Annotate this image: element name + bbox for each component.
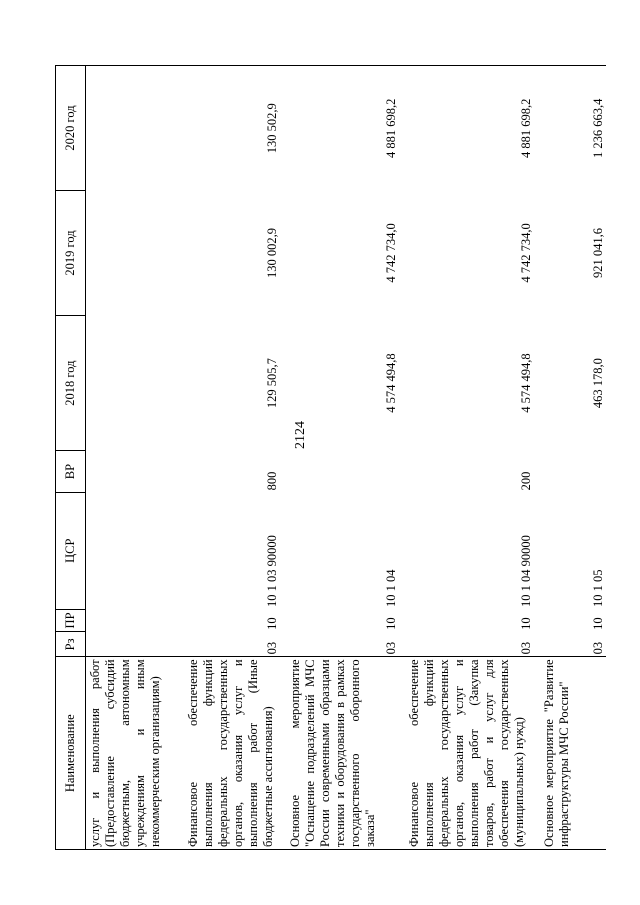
row-rz: 03: [591, 641, 605, 655]
table-row: [280, 66, 400, 850]
row-2018: [86, 315, 179, 450]
row-name: Финансовое обеспечение выполнения функций федеральных государственных органов, оказания услуг и выполнения работ (Иные бюджетные ассигнования): [178, 657, 279, 850]
header-2020: 2020 год: [56, 66, 86, 191]
row-name: Основное мероприятие "Оснащение подразделений МЧС России современными образцами техники и оборудования в рамках государственного оборонного заказа": [280, 657, 400, 850]
row-2020: [86, 66, 179, 191]
row-name: услуг и выполнения работ (Предоставление субсидий бюджетным, автономным учреждениям и иным некоммерческим организациям): [86, 657, 179, 850]
row-2018: 4 574 494,8: [518, 353, 533, 413]
row-vr: [534, 451, 606, 493]
row-name: Финансовое обеспечение выполнения функций федеральных государственных органов, оказания услуг и выполнения работ (Закупка товаров, работ и услуг для обеспечения государственных (муниципальных) нужд): [399, 657, 533, 850]
header-row: [56, 66, 86, 850]
header-pr: ПР: [56, 609, 86, 632]
row-rz: 03: [518, 641, 533, 655]
header-2018: 2018 год: [56, 315, 86, 450]
table-row: [399, 66, 533, 850]
row-rz: 03: [264, 641, 279, 655]
row-csr: 10 1 04 90000: [518, 535, 533, 608]
table-row: [178, 66, 279, 850]
budget-table: [55, 65, 606, 850]
header-csr: ЦСР: [56, 492, 86, 609]
row-csr: 10 1 04: [384, 569, 399, 608]
row-pr: 10: [591, 617, 605, 630]
row-2018: 129 505,7: [264, 358, 279, 409]
row-2018: 4 574 494,8: [384, 353, 399, 413]
row-2019: [86, 190, 179, 315]
row-vr: 800: [264, 471, 279, 491]
row-2019: 4 742 734,0: [518, 223, 533, 283]
row-2020: 1 236 663,4: [534, 66, 606, 191]
row-pr: 10: [518, 617, 533, 630]
header-vr: ВР: [56, 451, 86, 493]
row-2019: 130 002,9: [264, 227, 279, 278]
row-2020: 4 881 698,2: [399, 66, 533, 191]
row-csr: 10 1 05: [591, 569, 605, 608]
row-pr: 10: [384, 617, 399, 630]
header-rz: Рз: [56, 632, 86, 657]
row-2020: 130 502,9: [178, 66, 279, 191]
page-number: 2124: [293, 421, 308, 449]
row-name: Основное мероприятие "Развитие инфраструктуры МЧС России": [534, 657, 606, 850]
row-2020: 4 881 698,2: [280, 66, 400, 191]
row-vr: [280, 451, 400, 493]
row-2018: 463 178,0: [591, 358, 605, 409]
row-csr: [86, 492, 179, 609]
row-pr: 10: [264, 617, 279, 630]
row-pr: [86, 609, 179, 632]
header-name: Наименование: [56, 657, 86, 850]
row-vr: 200: [518, 471, 533, 491]
row-2019: 921 041,6: [591, 227, 605, 278]
row-vr: [86, 451, 179, 493]
table-row: [534, 66, 606, 850]
header-2019: 2019 год: [56, 190, 86, 315]
row-csr: 10 1 03 90000: [264, 535, 279, 608]
row-rz: [86, 632, 179, 657]
table-row: [86, 66, 179, 850]
row-rz: 03: [384, 641, 399, 655]
row-2019: 4 742 734,0: [384, 223, 399, 283]
